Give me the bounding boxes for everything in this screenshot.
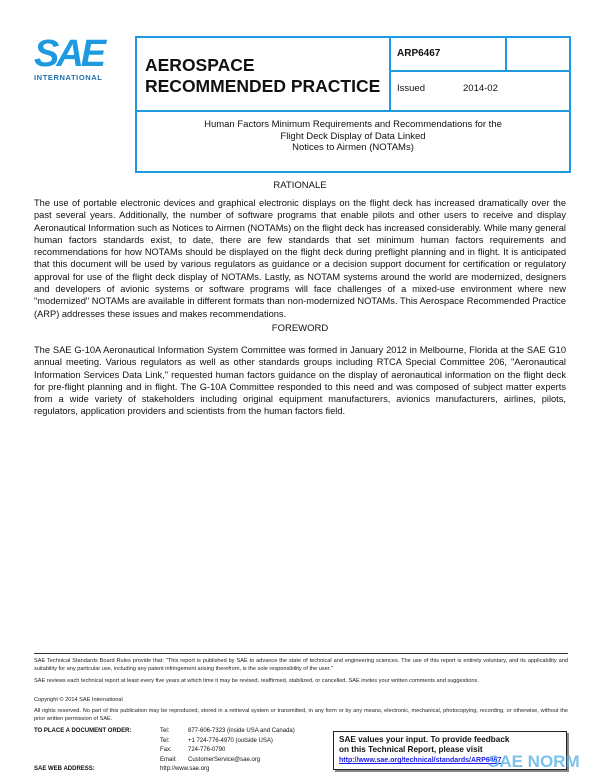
rights-text: All rights reserved. No part of this publication may be reproduced, stored in a retrieval system or transmitted, in any form or by any means, electronic, mechanical, photocopying, recording, or otherwise, without the prior written permission of SAE. — [34, 708, 568, 722]
contact-value: +1 724-776-4970 (outside USA) — [188, 737, 273, 744]
contact-labels — [160, 727, 177, 765]
contact-values — [188, 727, 295, 765]
feedback-line: SAE values your input. To provide feedback — [339, 735, 510, 744]
document-header-box — [135, 36, 571, 173]
issued-date: 2014-02 — [463, 83, 498, 94]
rules-text: SAE Technical Standards Board Rules provide that: "This report is published by SAE to advance the state of technical and engineering sciences. The use of this report is entirely voluntary, and its applicability and suitability for any particular use, including any patent infringement arising therefrom, is the sole responsibility of the user." — [34, 658, 568, 672]
order-label: TO PLACE A DOCUMENT ORDER: — [34, 728, 132, 734]
feedback-line: on this Technical Report, please visit — [339, 745, 483, 754]
watermark: SAE NORM — [488, 752, 580, 771]
issued-cell — [391, 72, 569, 112]
title-line: Notices to Airmen (NOTAMs) — [292, 142, 414, 153]
review-text: SAE reviews each technical report at least every five years at which time it may be revised, reaffirmed, stabilized, or cancelled. SAE invites your written comments and suggestions. — [34, 678, 479, 684]
rationale-text: The use of portable electronic devices and graphical electronic displays on the flight deck has increased dramatically over the past several years. Additionally, the number of software programs that enable pilots and other users to receive and display Aeronautical Information such as Notices to Airmen (NOTAMs) on the flight deck has increased considerably. While many general human factors standards exist, to date, there are few standards that set minimum human factors requirements and recommendations for how NOTAMs should be displayed on the flight deck during preflight planning and in flight. It is anticipated that this document will be used by various regulators as guidance or a decision support document for certification or regulatory approval for use of the flight deck display of NOTAMs. Lastly, as NOTAM systems around the world are modernized, designers and developers of avionic systems or software programs will face challenges of a mixed-use environment where new "modernized" NOTAMs are available in different formats than non-modernized NOTAMs. This Aerospace Recommended Practice (ARP) addresses these issues and makes recommendations. — [34, 198, 566, 319]
web-label: SAE WEB ADDRESS: — [34, 766, 95, 772]
sae-logo — [34, 33, 114, 82]
document-number: ARP6467 — [391, 38, 507, 72]
footer-divider — [34, 653, 568, 654]
feedback-link[interactable]: http://www.sae.org/technical/standards/ARP6467 — [339, 757, 502, 764]
contact-label: Email: — [160, 756, 177, 763]
rationale-heading: RATIONALE — [273, 180, 327, 191]
web-address[interactable]: http://www.sae.org — [160, 766, 210, 772]
copyright: Copyright © 2014 SAE International — [34, 697, 123, 703]
issued-label: Issued — [397, 83, 425, 94]
revision-cell — [507, 38, 569, 72]
contact-email[interactable]: CustomerService@sae.org — [188, 756, 261, 763]
title-line: Flight Deck Display of Data Linked — [280, 130, 426, 142]
contact-label: Fax: — [160, 747, 172, 753]
logo-subtitle: INTERNATIONAL — [34, 73, 103, 82]
contact-label: Tel: — [160, 728, 170, 734]
doc-type-line-2: RECOMMENDED PRACTICE — [145, 76, 381, 96]
contact-value: 877-606-7323 (inside USA and Canada) — [188, 728, 295, 734]
document-type — [137, 38, 391, 112]
contact-value: 724-776-0790 — [188, 747, 226, 753]
title-line: Human Factors Minimum Requirements and Recommendations for the — [204, 119, 502, 130]
foreword-heading: FOREWORD — [271, 323, 329, 334]
foreword-text: The SAE G-10A Aeronautical Information System Committee was formed in January 2012 in Melbourne, Florida at the SAE G10 annual meeting. Various regulators as well as other standards groups including RTCA Special Committee 206, "Aeronautical Information Services Data Link," requested human factors guidance on the display of aeronautical information on the flight deck for pre-flight planning and in flight. The G-10A Committee responded to this need and was composed of subject matter experts from a wide variety of stakeholders including original equipment manufacturers, avionics manufacturers, airlines, pilots, regulators, application providers and scientists from the human factors field. — [34, 345, 566, 417]
document-title — [137, 112, 569, 171]
logo-mark: SAE — [34, 33, 104, 75]
contact-label: Tel: — [160, 737, 170, 744]
doc-type-line-1: AEROSPACE — [145, 55, 255, 75]
